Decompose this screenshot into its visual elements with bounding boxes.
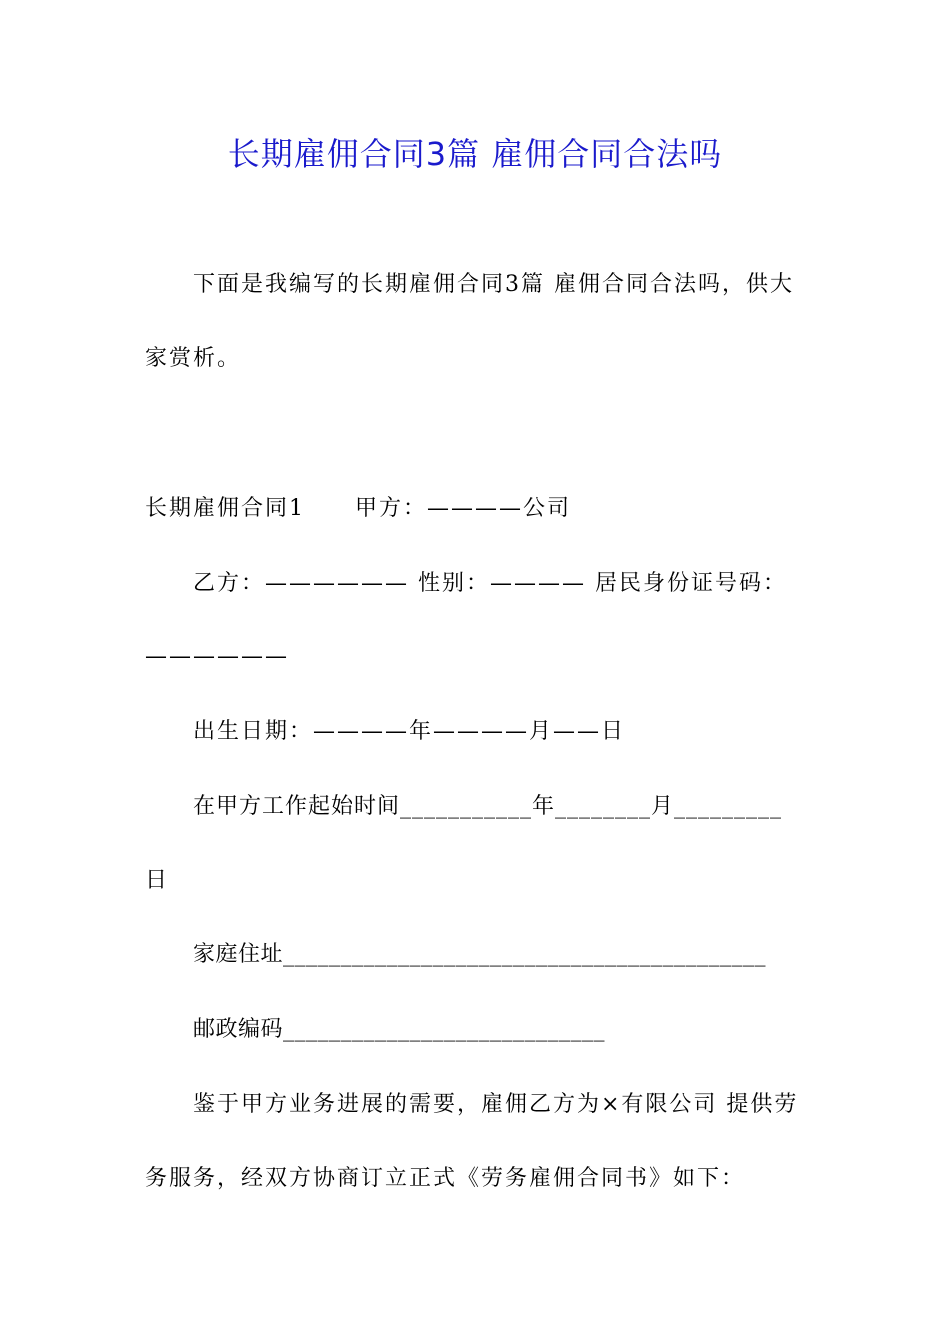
birth-date-field: 出生日期：————年————月——日: [193, 719, 626, 744]
document-title: 长期雇佣合同3篇 雇佣合同合法吗: [227, 135, 723, 173]
party-b-line-1: 乙方：—————— 性别：———— 居民身份证号码：: [193, 571, 787, 596]
contract-heading-row: [145, 494, 571, 524]
start-date-line-1: 在甲方工作起始时间___________年________月_________: [193, 794, 783, 819]
body-line-1: 鉴于甲方业务进展的需要，雇佣乙方为×有限公司 提供劳: [193, 1092, 799, 1117]
body-line-2: 务服务，经双方协商订立正式《劳务雇佣合同书》如下：: [145, 1166, 746, 1191]
home-address-field: 家庭住址__________________________________________: [193, 942, 767, 967]
party-a-field: 甲方：————公司: [355, 496, 572, 521]
intro-line-1: 下面是我编写的长期雇佣合同3篇 雇佣合同合法吗，供大: [193, 272, 794, 297]
intro-line-2: 家赏析。: [145, 346, 242, 371]
postal-code-field: 邮政编码____________________________: [193, 1017, 606, 1042]
party-b-line-2: ——————: [145, 644, 289, 669]
start-date-line-2: 日: [145, 868, 170, 893]
contract-heading: 长期雇佣合同1: [145, 496, 305, 521]
